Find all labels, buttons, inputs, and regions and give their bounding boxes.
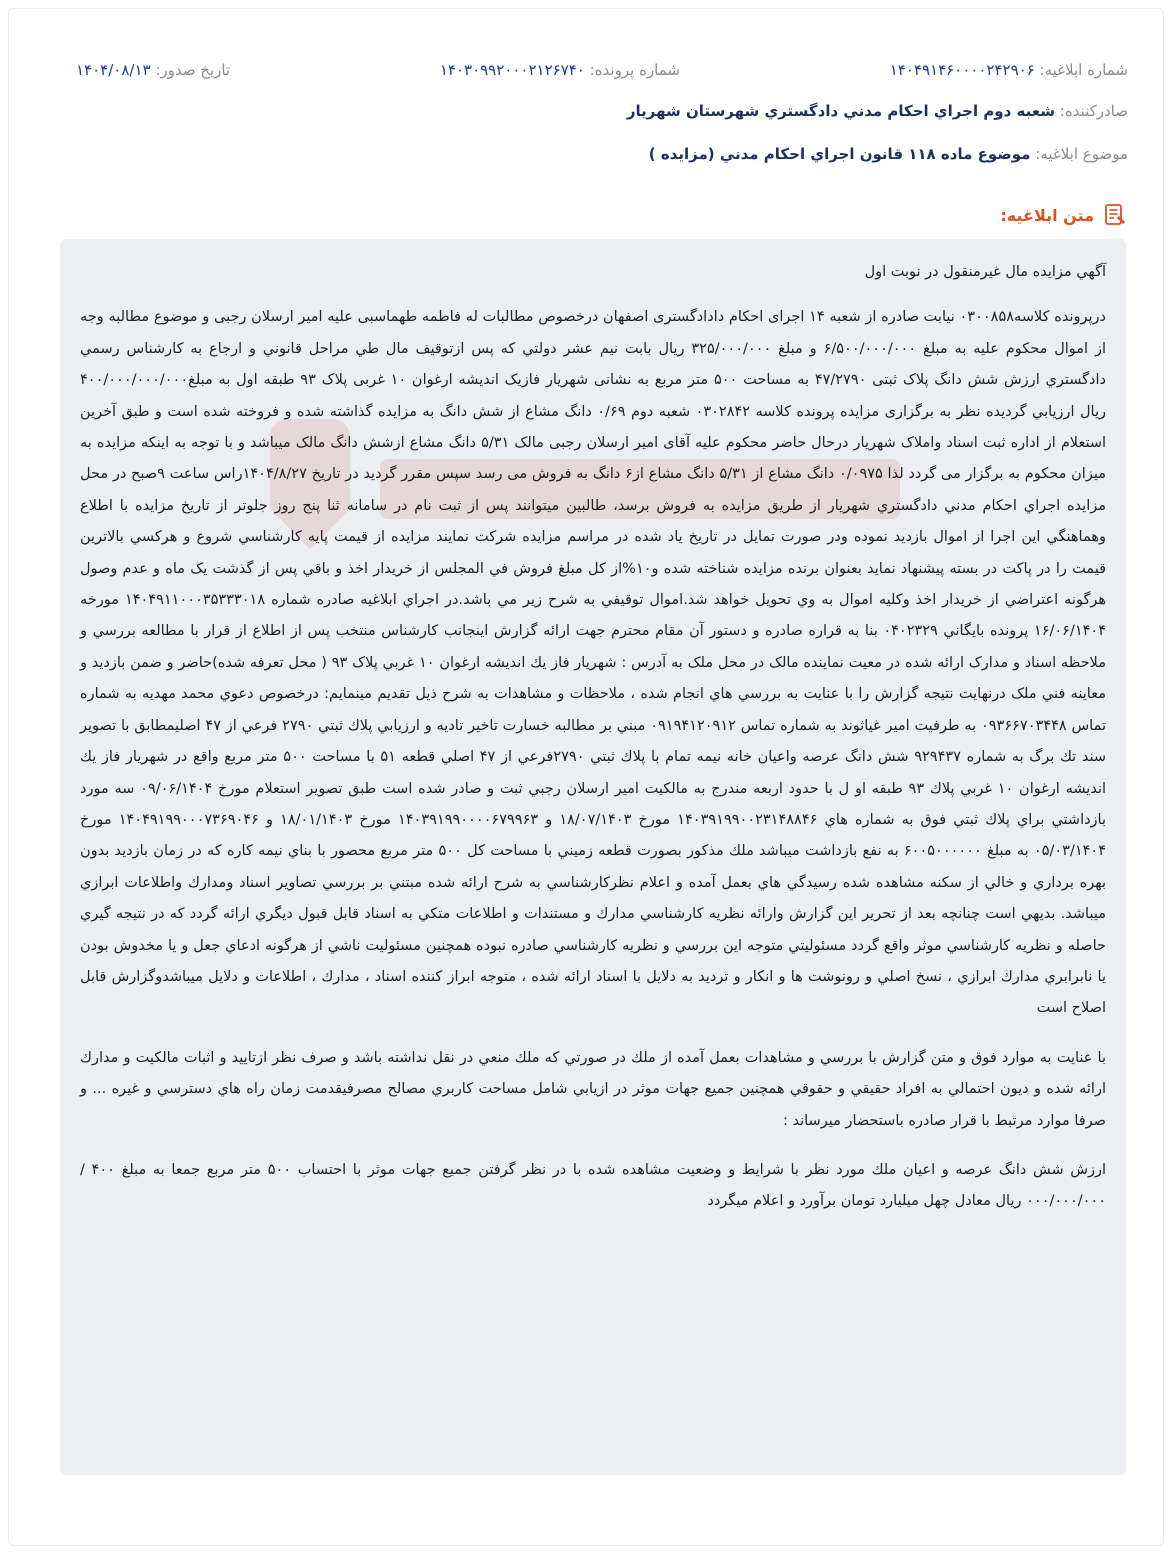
notice-number-value: ۱۴۰۴۹۱۴۶۰۰۰۰۲۴۲۹۰۶ <box>889 61 1035 79</box>
case-number-value: ۱۴۰۳۰۹۹۲۰۰۰۲۱۲۶۷۴۰ <box>439 61 585 79</box>
meta-row <box>46 58 1128 82</box>
notice-heading: آگهي مزايده مال غيرمنقول در نوبت اول <box>864 264 1106 280</box>
issuer-value: شعبه دوم اجراي احکام مدني دادگستري شهرستان شهريار <box>626 102 1055 120</box>
notice-paragraph-1: درپرونده کلاسه۰۳۰۰۸۵۸ نيابت صادره از شعبه ۱۴ اجرای احکام دادادگستری اصفهان درخصوص مطالبات له فاطمه طهماسبی علیه امیر ارسلان رجبی و موضوع مطالبه وجه از اموال محکوم علیه به مبلغ ۶/۵۰۰/۰۰۰/۰۰۰ و مبلغ ۳۲۵/۰۰۰/۰۰۰ ريال بابت نيم عشر دولتي که پس ازتوقيف مال طي مراحل قانوني و ارجاع به کارشناس رسمي دادگستري ارزش شش دانگ پلاک ثبتی ۴۷/۲۷۹۰ به مساحت ۵۰۰ متر مربع به نشانی شهريار فازيک انديشه ارغوان ۱۰ غربی پلاک ۹۳ طبقه اول به مبلغ۴۰۰/۰۰۰/۰۰۰/۰۰۰ ريال ارزيابي گرديده نظر به برگزاری مزايده پرونده کلاسه ۰۳۰۲۸۴۲ شعبه دوم ۰/۶۹ دانگ مشاع از شش دانگ به مزايده گذاشته شده و فروخته شده است و طبق آخرين استعلام از اداره ثبت اسناد واملاک شهريار درحال حاضر محکوم عليه آقای امير ارسلان رجبی مالک ۵/۳۱ دانگ مشاع ازشش دانگ مالک ميباشد و با توجه به اينکه مزايده به ميزان محکوم به برگزار می گردد لذا ۰/۰۹۷۵ دانگ مشاع از ۵/۳۱ دانگ مشاع از۶ دانگ به فروش می رسد سپس مقرر گرديد در تاريخ ۱۴۰۴/۸/۲۷راس ساعت ۹صبح در محل مزايده اجراي احکام مدني دادگستري شهريار از طريق مزايده به فروش برسد، طالبين ميتوانند پس از ثبت نام در سامانه ثنا پنج روز جلوتر از تاريخ مزايده با اطلاع وهماهنگي اين اجرا از اموال بازديد نموده ودر صورت تمايل در تاريخ ياد شده در مراسم مزايده شرکت نمايند مزايده از قيمت پايه کارشناسي شروع و هرکسي بالاترين قيمت را در پاکت در بسته پيشنهاد نمايد بعنوان برنده مزايده شناخته شده و۱۰%از کل مبلغ فروش في المجلس از خريدار اخذ و باقي پس از گذشت يک ماه و عدم وصول هرگونه اعتراضي از خريدار اخذ وکليه اموال به وي تحويل خواهد شد.اموال توقيفي به شرح زير مي باشد.در اجراي ابلاغيه صادره شماره ۱۴۰۴۹۱۱۰۰۰۳۵۳۳۳۰۱۸ مورخه ۱۶/۰۶/۱۴۰۴ پرونده بايگاني ۰۴۰۲۳۲۹ بنا به قراره صادره و دستور آن مقام محترم جهت ارائه گزارش اينجانب کارشناس منتخب پس از اطلاع از قرار با مطالعه بررسي و ملاحظه اسناد و مدارک ارائه شده در معيت نماينده مالک در محل ملک به آدرس : شهريار فاز يك انديشه ارغوان ۱۰ غربي پلاک ۹۳ ( محل تعرفه شده)حاضر و ضمن بازديد و معاينه فني ملک درنهايت نتيجه گزارش را با عنايت به بررسي هاي انجام شده ، ملاحظات و مشاهدات به شرح ذيل تقديم مينمايم: درخصوص دعوي محمد مهديه به شماره تماس ۰۹۳۶۶۷۰۳۴۴۸ به طرفيت امير غياثوند به شماره تماس ۰۹۱۹۴۱۲۰۹۱۲ مبني بر مطالبه خسارت تاخير تاديه و ارزيابي پلاك ثبتي ۲۷۹۰ فرعي از ۴۷ اصليمطابق با تصوير سند تك برگ به شماره ۹۲۹۴۳۷ شش دانگ عرصه واعيان خانه نيمه تمام با پلاك ثبتي ۲۷۹۰فرعي از ۴۷ اصلي قطعه ۵۱ با مساحت ۵۰۰ متر مربع واقع در شهريار فاز يك انديشه ارغوان ۱۰ غربي پلاك ۹۳ طبقه او ل با حدود اربعه مندرج به مالکيت امير ارسلان رجبي ثبت و صادر شده است طبق تصوير استعلام مورخ ۰۹/۰۶/۱۴۰۴ سه مورد بازداشتي براي پلاك ثبتي فوق به شماره هاي ۱۴۰۳۹۱۹۹۰۰۲۳۱۴۸۸۴۶ مورخ ۱۸/۰۷/۱۴۰۳ و ۱۴۰۳۹۱۹۹۰۰۰۰۶۷۹۹۶۳ مورخ ۱۸/۰۱/۱۴۰۳ و ۱۴۰۴۹۱۹۹۰۰۰۷۳۶۹۰۴۶ مورخ ۰۵/۰۳/۱۴۰۴ به مبلغ ۶۰۰۵۰۰۰۰۰۰ به نفع بازداشت ميباشد ملك مذكور بصورت قطعه زميني با مساحت كل ۵۰۰ متر مربع محصور با بناي نيمه كاره كه در زمان بازديد بدون بهره برداري و خالي از سكنه مشاهده شده رسيدگي هاي بعمل آمده و اعلام نظركارشناسي به شرح ارائه شده مبتني بر بررسي تصاوير اسناد ومدارك واطلاعات ابرازي ميباشد. بديهي است چنانچه بعد از تحرير اين گزارش وارائه نظريه كارشناسي مدارك و مستندات و اطلاعات متكي به اسناد قابل قبول ديگري ارائه گردد كه در نتيجه گيري حاصله و نظريه كارشناسي موثر واقع گردد مسئوليتي متوجه اين بررسي و نظريه كارشناسي صادره نبوده همچنين مسئوليت ناشي از هرگونه ادعاي جعل و يا مخدوش بودن يا نابرابري مدارك ابرازي ، نسخ اصلي و رونوشت ها و انكار و ترديد به دلايل با اسناد ارائه شده ، متوجه ابراز كننده اسناد ، مدارك ، اطلاعات و دلايل ميباشدوگزارش قابل اصلاح است <box>80 309 1107 1017</box>
paragraph-gap <box>80 1137 1106 1155</box>
issuer-line <box>46 98 1128 124</box>
subject-label: موضوع ابلاغیه: <box>1035 145 1128 163</box>
case-number-label: شماره پرونده: <box>589 61 680 79</box>
case-number <box>440 58 680 82</box>
notice-number <box>890 58 1128 82</box>
paragraph-gap <box>80 1025 1106 1043</box>
issue-date <box>76 58 230 82</box>
issue-date-value: ۱۴۰۴/۰۸/۱۳ <box>76 61 151 79</box>
notice-paragraph-2: با عنايت به موارد فوق و متن گزارش با بررسي و مشاهدات بعمل آمده از ملك در صورتي كه ملك منعي در نقل نداشته باشد و صرف نظر ازتاييد و اثبات مالكيت و مدارك ارائه شده و ديون احتمالي به افراد حقيقي و حقوقي همچنين جميع جهات موثر در ازيابي شامل مساحت كاربري مصالح مصرفيقدمت زمان راه هاي دسترسي و غيره ... و صرفا موارد مرتبط با قرار صادره باستحضار ميرساند : <box>80 1049 1106 1129</box>
document-icon <box>1102 202 1128 228</box>
section-title <box>1000 200 1128 230</box>
subject-value: موضوع ماده ۱۱۸ قانون اجراي احکام مدني (مزايده ) <box>648 145 1031 163</box>
issuer-label: صادرکننده: <box>1059 102 1128 120</box>
subject-line <box>46 141 1128 167</box>
notice-text-panel <box>60 239 1126 1475</box>
section-title-text: متن ابلاغیه: <box>1000 205 1094 225</box>
issue-date-label: تاریخ صدور: <box>155 61 231 79</box>
notice-number-label: شماره ابلاغیه: <box>1039 61 1128 79</box>
notice-paragraph-3: ارزش شش دانگ عرصه و اعيان ملك مورد نظر با شرايط و وضعيت مشاهده شده با در نظر گرفتن جميع جهات موثر با احتساب ۵۰۰ متر مربع جمعا به مبلغ ۴۰۰ /۰۰۰/۰۰۰/۰۰۰ ريال معادل چهل ميليارد تومان برآورد و اعلام ميگردد <box>80 1161 1106 1210</box>
